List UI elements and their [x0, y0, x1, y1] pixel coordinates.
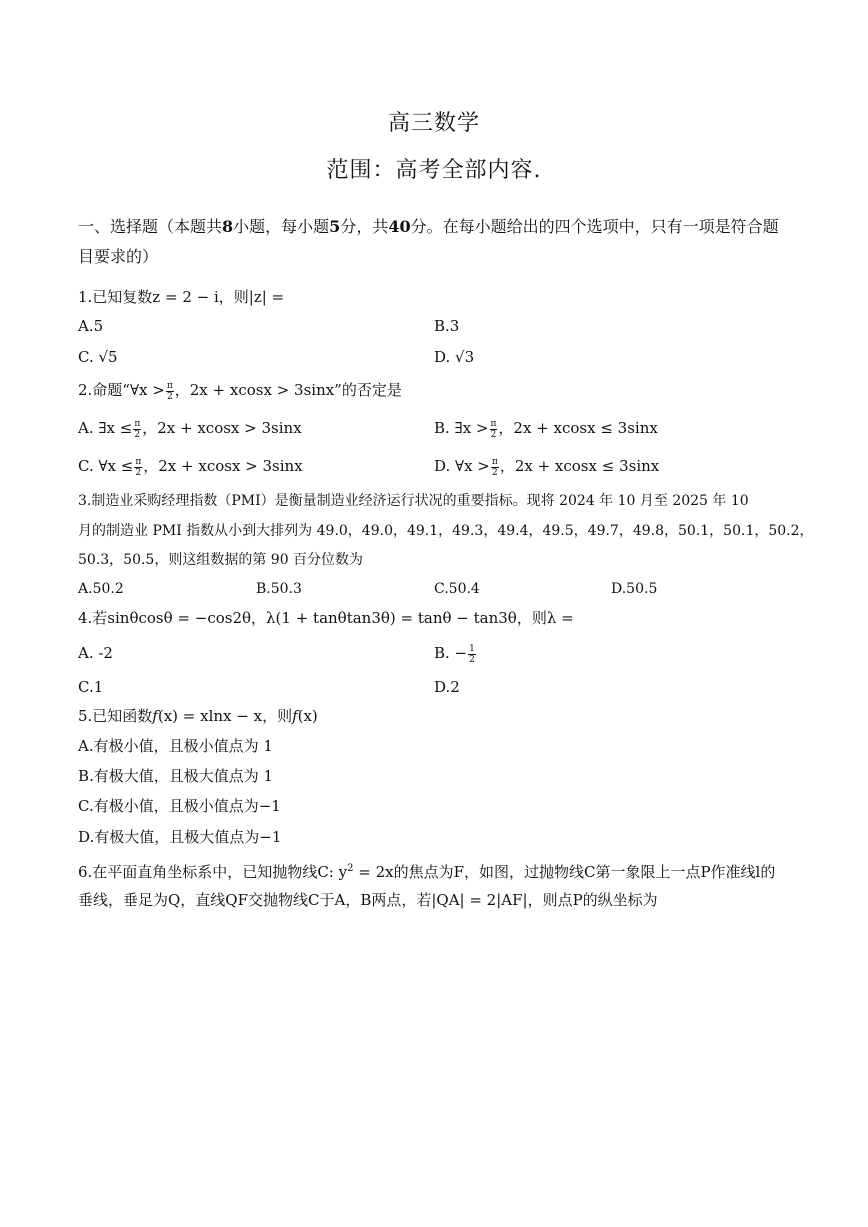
q3-stem-line-3: 50.3，50.5，则这组数据的第 90 百分位数为: [78, 552, 364, 568]
q4-option-b: B. − $\frac{1}{2}$: [434, 643, 475, 665]
fraction: $\frac{1}{2}$: [469, 643, 475, 665]
fraction: $\frac{\pi}{2}$: [135, 456, 142, 478]
fraction: $\frac{\pi}{2}$: [134, 418, 141, 440]
q5-stem: 5.已知函数𝑓(x) = xlnx − x，则𝑓(x): [78, 707, 318, 725]
q3-option-c: C.50.4: [434, 581, 480, 597]
q3-option-b: B.50.3: [256, 581, 302, 597]
q4-stem: 4.若sinθcosθ = −cos2θ，λ(1 + tanθtan3θ) = tanθ − tan3θ，则λ =: [78, 609, 574, 627]
q3-option-a: A.50.2: [78, 581, 124, 597]
q6-stem-line-1: 6.在平面直角坐标系中，已知抛物线C: $y^2 = 2x$的焦点为F，如图，过抛物线C第一象限上一点P作准线l的: [78, 863, 776, 881]
q2-option-d: D. ∀x > $\frac{\pi}{2}$ ，2x + xcosx ≤ 3sinx: [434, 456, 660, 478]
q2-option-a: A. ∃x ≤ $\frac{\pi}{2}$ ，2x + xcosx > 3sinx: [78, 418, 302, 440]
q5-option-a: A.有极小值，且极小值点为 1: [78, 737, 273, 755]
q6-stem-line-2: 垂线，垂足为Q，直线QF交抛物线C于A，B两点，若|QA| = 2|AF|，则点P的纵坐标为: [78, 891, 658, 909]
q5-option-c: C.有极小值，且极小值点为−1: [78, 797, 281, 815]
q3-option-d: D.50.5: [611, 581, 658, 597]
q4-option-a: A. -2: [78, 644, 113, 662]
q1-option-a: A.5: [78, 317, 104, 335]
q5-option-b: B.有极大值，且极大值点为 1: [78, 767, 274, 785]
page-title: 高三数学: [387, 111, 480, 136]
q2-option-c: C. ∀x ≤ $\frac{\pi}{2}$ ，2x + xcosx > 3sinx: [78, 456, 303, 478]
q1-option-c: C. √5: [78, 348, 118, 366]
q5-option-d: D.有极大值，且极大值点为−1: [78, 828, 282, 846]
page-subtitle: 范围：高考全部内容.: [326, 158, 542, 183]
q2-option-b: B. ∃x > $\frac{\pi}{2}$ ，2x + xcosx ≤ 3sinx: [434, 418, 658, 440]
fraction: $\frac{\pi}{2}$: [166, 380, 173, 402]
fraction: $\frac{\pi}{2}$: [491, 456, 498, 478]
q1-option-d: D. √3: [434, 348, 475, 366]
q3-stem-line-1: 3.制造业采购经理指数（PMI）是衡量制造业经济运行状况的重要指标。现将 2024 年 10 月至 2025 年 10: [78, 493, 749, 509]
q3-stem-line-2: 月的制造业 PMI 指数从小到大排列为 49.0，49.0，49.1，49.3，49.4，49.5，49.7，49.8，50.1，50.1，50.2，: [78, 523, 814, 539]
q1-stem: 1.已知复数z = 2 − i，则|z| =: [78, 288, 285, 306]
q4-option-d: D.2: [434, 678, 460, 696]
q4-option-c: C.1: [78, 678, 104, 696]
section-heading: 一、选择题（本题共8小题，每小题5分，共40分。在每小题给出的四个选项中，只有一项是符合题目要求的）: [78, 217, 779, 266]
q2-stem: 2.命题“∀x > $\frac{\pi}{2}$ ，2x + xcosx > 3sinx”的否定是: [78, 380, 402, 402]
fraction: $\frac{\pi}{2}$: [490, 418, 497, 440]
q1-option-b: B.3: [434, 317, 460, 335]
